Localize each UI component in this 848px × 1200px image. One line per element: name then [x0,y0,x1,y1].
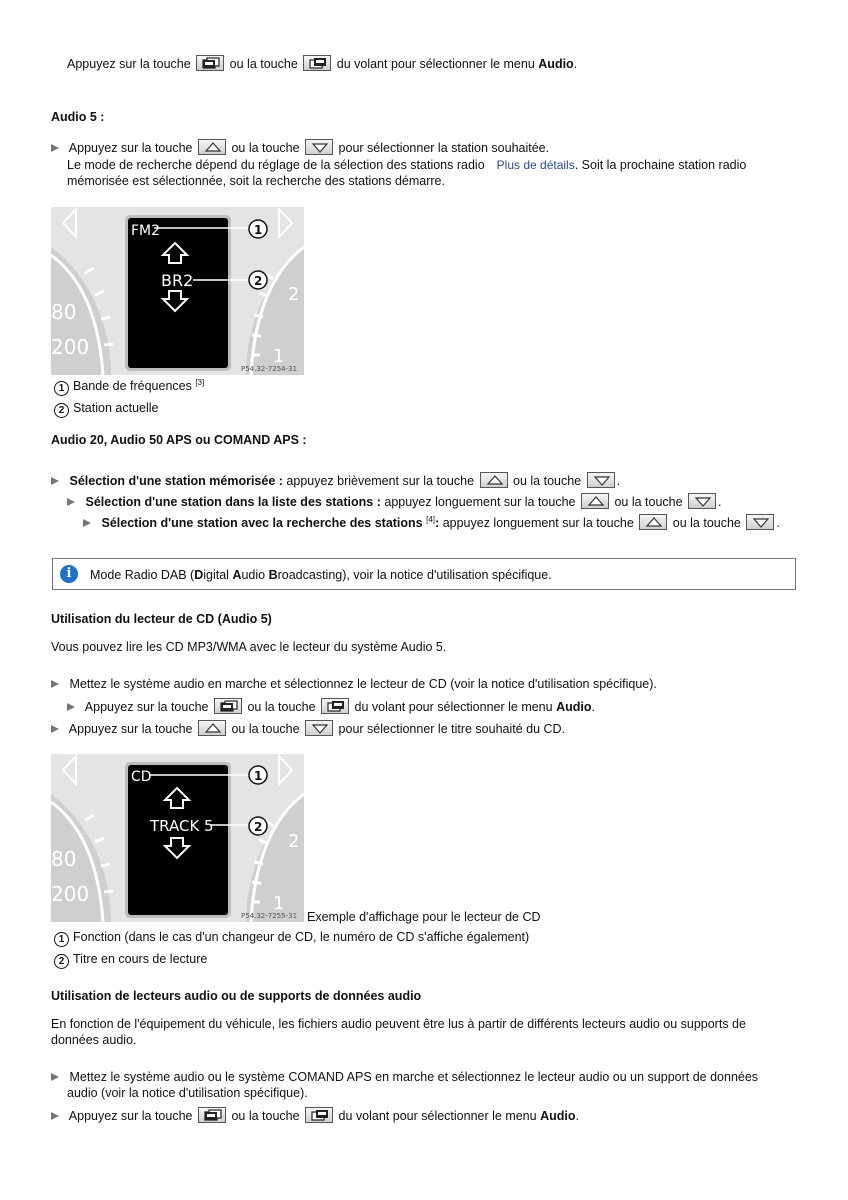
instruction-text: pour sélectionner la station souhaitée. [338,141,550,155]
figure-code: P54.32-7255-31 [241,912,298,920]
instruction-text: ou la touche [247,700,316,714]
instruction-line [51,139,549,156]
legend-item [54,929,529,947]
instruction-text: appuyez brièvement sur la touche [286,474,475,488]
up-arrow-key-icon [480,472,508,488]
callout-number-2-icon: 2 [54,403,69,418]
instruction-title: Sélection d'une station avec la recherche des stations [101,516,423,530]
callout-number-1-icon: 1 [54,932,69,947]
instruction-line [67,698,595,715]
triangle-bullet-icon [67,498,75,506]
gauge-label-200: 200 [51,335,90,359]
footnote-ref[interactable]: [3] [195,377,205,387]
paragraph-line: mémorisée est sélectionnée, soit la recherche des stations démarre. [67,174,445,188]
punctuation: . [573,57,578,71]
instruction-text: Mettez le système audio en marche et sélectionnez le lecteur de CD (voir la notice d'utilisation spécifique). [69,677,657,691]
instruction-text: ou la touche [231,722,300,736]
instruction-text: Appuyez sur la touche [68,722,193,736]
gauge-label-2: 2 [288,284,300,305]
page-forward-key-icon [303,55,331,71]
function-display-text: CD [131,769,152,785]
footnote-ref[interactable]: [4] [426,514,436,524]
instruction-line [51,1069,758,1085]
info-text: B [268,568,278,582]
instruction-text: ou la touche [231,141,300,155]
triangle-bullet-icon [51,1073,59,1081]
instruction-line [67,55,577,72]
down-arrow-key-icon [305,720,333,736]
section-heading-audio20: Audio 20, Audio 50 APS ou COMAND APS : [51,433,307,447]
instruction-text: Appuyez sur la touche [84,700,209,714]
instruction-text: du volant pour sélectionner le menu [338,1109,537,1123]
instruction-text: Appuyez sur la touche [68,1109,193,1123]
instruction-line [67,493,722,510]
up-arrow-key-icon [198,720,226,736]
radio-display-figure [51,207,304,375]
info-text: roadcasting), voir la notice d'utilisation spécifique. [277,568,552,582]
info-text: igital [203,568,233,582]
gauge-label-80: 80 [51,300,77,324]
legend-text: Fonction (dans le cas d'un changeur de CD, le numéro de CD s'affiche également) [73,930,530,944]
cd-display-figure [51,754,304,922]
punctuation: . [575,1109,579,1123]
paragraph-text: Le mode de recherche dépend du réglage de la sélection des stations radio [67,158,485,172]
info-text: A [232,568,242,582]
triangle-bullet-icon [51,477,59,485]
instruction-text: du volant pour sélectionner le menu [354,700,553,714]
section-heading-cd: Utilisation du lecteur de CD (Audio 5) [51,612,272,626]
callout-2: 2 [254,820,263,834]
paragraph-line: En fonction de l'équipement du véhicule, les fichiers audio peuvent être lus à partir de différents lecteurs audio ou supports de [51,1017,746,1031]
up-arrow-key-icon [198,139,226,155]
menu-name: Audio [556,700,592,714]
legend-item [54,400,158,418]
section-heading-media: Utilisation de lecteurs audio ou de supports de données audio [51,989,422,1003]
instruction-line [83,514,780,531]
punctuation: : [435,516,440,530]
triangle-bullet-icon [51,1112,59,1120]
callout-1: 1 [254,769,263,783]
instruction-line [51,1107,579,1124]
gauge-label-1: 1 [273,893,285,914]
up-arrow-key-icon [581,493,609,509]
instruction-line [51,676,657,692]
instruction-title: Sélection d'une station dans la liste des stations : [85,495,381,509]
menu-name: Audio [538,57,574,71]
paragraph-line: données audio. [51,1033,137,1047]
menu-name: Audio [540,1109,576,1123]
punctuation: . [616,474,621,488]
callout-2: 2 [254,274,263,288]
punctuation: . [718,495,722,509]
instruction-text: Appuyez sur la touche [67,57,191,71]
page-forward-key-icon [321,698,349,714]
instruction-line [51,720,565,737]
down-arrow-key-icon [305,139,333,155]
instruction-title: Sélection d'une station mémorisée : [69,474,283,488]
legend-text: Station actuelle [73,401,159,415]
page-forward-key-icon [305,1107,333,1123]
gauge-label-200: 200 [51,882,90,906]
info-note [52,558,796,590]
page-back-key-icon [196,55,224,71]
instruction-text: ou la touche [672,516,741,530]
triangle-bullet-icon [51,144,59,152]
track-display-text: TRACK 5 [150,817,214,835]
figure-caption: Exemple d'affichage pour le lecteur de CD [307,910,541,924]
figure-code: P54.32-7254-31 [241,365,298,373]
page-back-key-icon [198,1107,226,1123]
down-arrow-key-icon [688,493,716,509]
info-note-text [90,567,552,583]
instruction-text: appuyez longuement sur la touche [384,495,576,509]
triangle-bullet-icon [83,519,91,527]
callout-number-2-icon: 2 [54,954,69,969]
instruction-text: ou la touche [231,1109,300,1123]
up-arrow-key-icon [639,514,667,530]
callout-1: 1 [254,223,263,237]
triangle-bullet-icon [67,703,75,711]
punctuation: . [591,700,595,714]
instruction-text: Mettez le système audio ou le système COMAND APS en marche et sélectionnez le lecteur audio ou un support de données [69,1070,759,1084]
triangle-bullet-icon [51,725,59,733]
punctuation: . [776,516,780,530]
instruction-text: du volant pour sélectionner le menu [336,57,535,71]
callout-number-1-icon: 1 [54,381,69,396]
instruction-text: ou la touche [229,57,298,71]
more-details-link[interactable]: Plus de détails [496,158,575,172]
info-text: D [194,568,204,582]
instruction-text: appuyez longuement sur la touche [442,516,634,530]
down-arrow-key-icon [587,472,615,488]
legend-item [54,951,207,969]
instruction-text: Appuyez sur la touche [68,141,193,155]
paragraph-text: . Soit la prochaine station radio [574,158,747,172]
legend-text: Bande de fréquences [73,379,192,393]
instruction-text: ou la touche [614,495,683,509]
legend-text: Titre en cours de lecture [73,952,208,966]
gauge-label-1: 1 [273,346,285,367]
instruction-text: pour sélectionner le titre souhaité du CD. [338,722,566,736]
gauge-label-80: 80 [51,847,77,871]
section-heading-audio5: Audio 5 : [51,110,105,124]
instruction-line [51,472,620,489]
instruction-line-continued: audio (voir la notice d'utilisation spécifique). [67,1086,308,1100]
triangle-bullet-icon [51,680,59,688]
station-display-text: BR2 [161,271,194,290]
info-text: Mode Radio DAB ( [90,568,195,582]
band-display-text: FM2 [131,223,161,239]
legend-item [54,378,204,396]
page-back-key-icon [214,698,242,714]
paragraph-line [67,157,746,173]
info-icon: i [60,565,78,583]
paragraph-line: Vous pouvez lire les CD MP3/WMA avec le lecteur du système Audio 5. [51,640,447,654]
instruction-text: ou la touche [513,474,582,488]
down-arrow-key-icon [746,514,774,530]
info-text: udio [241,568,269,582]
gauge-label-2: 2 [288,831,300,852]
